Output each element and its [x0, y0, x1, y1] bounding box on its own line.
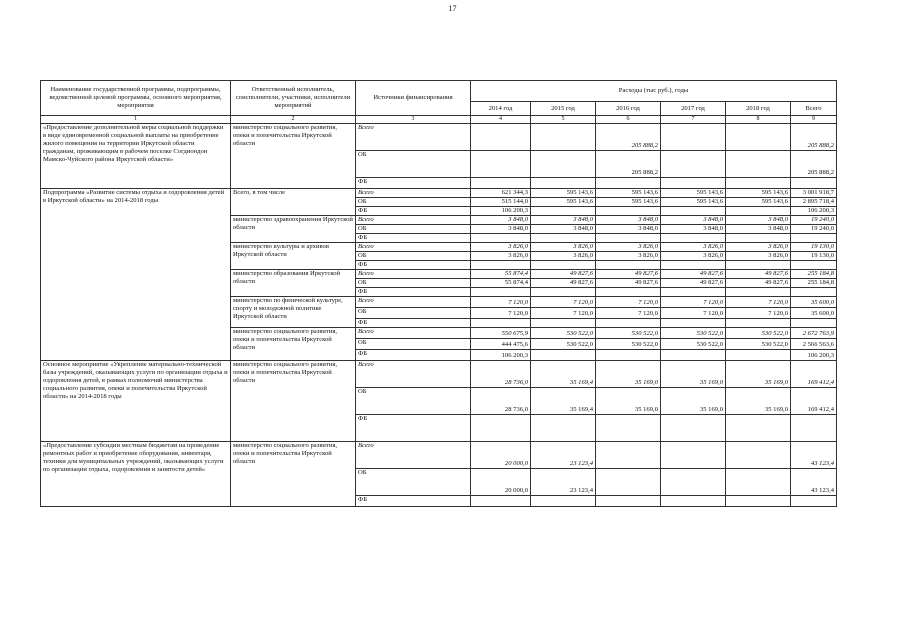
column-index: 1	[41, 116, 231, 124]
value-cell: 530 522,0	[661, 328, 726, 339]
value-cell	[661, 442, 726, 469]
source-fb: ФБ	[356, 319, 471, 328]
value-cell	[596, 442, 661, 469]
value-cell: 28 736,0	[471, 361, 531, 388]
value-cell: 3 848,0	[661, 216, 726, 225]
column-index: 6	[596, 116, 661, 124]
executor: министерство культуры и архивов Иркутской области	[231, 243, 356, 270]
value-cell	[471, 496, 531, 507]
value-cell: 595 143,6	[726, 198, 791, 207]
value-cell: 35 600,0	[791, 308, 837, 319]
value-cell	[596, 469, 661, 496]
value-cell	[726, 469, 791, 496]
value-cell	[596, 415, 661, 442]
value-cell	[726, 207, 791, 216]
value-cell	[791, 319, 837, 328]
source-total: Всего	[356, 124, 471, 151]
value-cell	[726, 415, 791, 442]
value-cell	[596, 207, 661, 216]
value-cell: 595 143,6	[726, 189, 791, 198]
header-source: Источники финансирования	[356, 81, 471, 116]
value-cell: 20 000,0	[471, 469, 531, 496]
source-fb: ФБ	[356, 496, 471, 507]
value-cell: 7 120,0	[531, 297, 596, 308]
source-ob: ОБ	[356, 252, 471, 261]
executor: министерство социального развития, опеки и попечительства Иркутской области	[231, 361, 356, 442]
page-number: 17	[448, 4, 457, 13]
value-cell: 3 826,0	[531, 252, 596, 261]
header-expenses: Расходы (тыс руб.), годы	[471, 81, 837, 102]
value-cell: 595 143,6	[531, 189, 596, 198]
value-cell	[531, 207, 596, 216]
value-cell	[596, 288, 661, 297]
activity-name: Основное мероприятие «Укрепление материально-технической базы учреждений, оказывающих услуги по организации отдыха и оздоровления детей, в рамках полномочий министерства социального развития, опеки и попечительства Иркутской области» на 2014-2018 годы	[41, 361, 231, 442]
value-cell: 106 200,3	[471, 207, 531, 216]
value-cell: 7 120,0	[471, 297, 531, 308]
value-cell: 43 123,4	[791, 469, 837, 496]
value-cell: 621 344,3	[471, 189, 531, 198]
value-cell: 3 826,0	[471, 243, 531, 252]
source-total: Всего	[356, 328, 471, 339]
value-cell	[471, 234, 531, 243]
value-cell: 595 143,6	[661, 189, 726, 198]
value-cell	[661, 151, 726, 178]
value-cell	[791, 496, 837, 507]
value-cell: 3 826,0	[726, 243, 791, 252]
value-cell	[596, 178, 661, 189]
column-index: 5	[531, 116, 596, 124]
value-cell: 2 566 563,6	[791, 339, 837, 350]
value-cell: 2 672 763,9	[791, 328, 837, 339]
value-cell	[471, 178, 531, 189]
value-cell: 205 888,2	[596, 124, 661, 151]
header-year: 2014 год	[471, 102, 531, 116]
value-cell	[726, 350, 791, 361]
source-total: Всего	[356, 270, 471, 279]
source-ob: ОБ	[356, 198, 471, 207]
value-cell: 3 848,0	[661, 225, 726, 234]
value-cell: 19 240,0	[791, 225, 837, 234]
value-cell	[531, 124, 596, 151]
value-cell: 7 120,0	[661, 297, 726, 308]
value-cell: 3 848,0	[531, 216, 596, 225]
value-cell	[661, 261, 726, 270]
value-cell: 20 000,0	[471, 442, 531, 469]
source-ob: ОБ	[356, 308, 471, 319]
value-cell: 35 169,4	[531, 388, 596, 415]
value-cell: 23 123,4	[531, 469, 596, 496]
source-fb: ФБ	[356, 261, 471, 270]
value-cell: 530 522,0	[596, 328, 661, 339]
source-fb: ФБ	[356, 415, 471, 442]
value-cell: 35 169,4	[531, 361, 596, 388]
source-ob: ОБ	[356, 225, 471, 234]
header-name: Наименование государственной программы, подпрограммы, ведомственной целевой программы, основного мероприятия, мероприятия	[41, 81, 231, 116]
value-cell: 49 827,6	[661, 279, 726, 288]
value-cell: 28 736,0	[471, 388, 531, 415]
value-cell: 255 184,8	[791, 270, 837, 279]
value-cell	[531, 261, 596, 270]
value-cell	[661, 415, 726, 442]
value-cell: 3 826,0	[471, 252, 531, 261]
value-cell	[661, 178, 726, 189]
column-index: 7	[661, 116, 726, 124]
value-cell: 35 600,0	[791, 297, 837, 308]
value-cell: 35 169,0	[726, 388, 791, 415]
value-cell: 595 143,6	[661, 198, 726, 207]
value-cell: 19 130,0	[791, 252, 837, 261]
value-cell	[726, 234, 791, 243]
value-cell	[531, 178, 596, 189]
header-executor: Ответственный исполнитель, соисполнители, участники, исполнители мероприятий	[231, 81, 356, 116]
value-cell	[791, 178, 837, 189]
value-cell	[596, 261, 661, 270]
value-cell: 3 848,0	[726, 216, 791, 225]
value-cell: 3 848,0	[531, 225, 596, 234]
value-cell: 7 120,0	[726, 308, 791, 319]
source-total: Всего	[356, 243, 471, 252]
executor-total: Всего, в том числе	[231, 189, 356, 216]
value-cell	[531, 319, 596, 328]
value-cell: 530 522,0	[726, 328, 791, 339]
activity-name: «Предоставление субсидии местным бюджетам на проведение ремонтных работ и приобретение оборудования, инвентаря, техники для муниципальных учреждений, оказывающих услуги по организации отдыха, оздоровления и занятости детей»	[41, 442, 231, 507]
value-cell: 3 848,0	[471, 225, 531, 234]
value-cell	[661, 496, 726, 507]
value-cell: 55 874,4	[471, 270, 531, 279]
value-cell: 169 412,4	[791, 361, 837, 388]
value-cell: 595 143,6	[596, 189, 661, 198]
source-ob: ОБ	[356, 279, 471, 288]
value-cell: 7 120,0	[596, 308, 661, 319]
value-cell	[726, 124, 791, 151]
value-cell: 7 120,0	[531, 308, 596, 319]
value-cell	[596, 319, 661, 328]
value-cell: 23 123,4	[531, 442, 596, 469]
source-total: Всего	[356, 297, 471, 308]
column-index: 4	[471, 116, 531, 124]
source-ob: ОБ	[356, 151, 471, 178]
value-cell	[726, 288, 791, 297]
value-cell	[596, 350, 661, 361]
value-cell	[471, 415, 531, 442]
value-cell: 595 143,6	[531, 198, 596, 207]
value-cell	[791, 415, 837, 442]
value-cell: 3 848,0	[471, 216, 531, 225]
value-cell: 515 144,0	[471, 198, 531, 207]
value-cell	[531, 288, 596, 297]
source-total: Всего	[356, 216, 471, 225]
value-cell	[791, 234, 837, 243]
value-cell: 49 827,6	[726, 279, 791, 288]
header-year: 2016 год	[596, 102, 661, 116]
executor: министерство образования Иркутской области	[231, 270, 356, 297]
value-cell: 7 120,0	[661, 308, 726, 319]
source-ob: ОБ	[356, 469, 471, 496]
header-year: 2018 год	[726, 102, 791, 116]
value-cell: 205 888,2	[596, 151, 661, 178]
source-total: Всего	[356, 361, 471, 388]
source-total: Всего	[356, 189, 471, 198]
value-cell: 2 895 718,4	[791, 198, 837, 207]
value-cell: 169 412,4	[791, 388, 837, 415]
source-ob: ОБ	[356, 339, 471, 350]
column-index: 9	[791, 116, 837, 124]
column-index: 3	[356, 116, 471, 124]
value-cell: 3 826,0	[726, 252, 791, 261]
value-cell: 3 848,0	[596, 216, 661, 225]
column-index: 8	[726, 116, 791, 124]
value-cell	[726, 496, 791, 507]
value-cell: 7 120,0	[596, 297, 661, 308]
value-cell: 43 123,4	[791, 442, 837, 469]
column-index: 2	[231, 116, 356, 124]
value-cell	[726, 319, 791, 328]
value-cell	[726, 151, 791, 178]
source-fb: ФБ	[356, 178, 471, 189]
executor: министерство здравоохранения Иркутской области	[231, 216, 356, 243]
value-cell: 7 120,0	[726, 297, 791, 308]
value-cell: 3 826,0	[596, 252, 661, 261]
value-cell	[531, 415, 596, 442]
value-cell: 19 130,0	[791, 243, 837, 252]
value-cell: 49 827,6	[531, 270, 596, 279]
value-cell: 530 522,0	[596, 339, 661, 350]
value-cell: 530 522,0	[531, 339, 596, 350]
executor: министерство по физической культуре, спорту и молодежной политике Иркутской области	[231, 297, 356, 328]
budget-table	[40, 80, 837, 507]
value-cell: 35 169,0	[661, 388, 726, 415]
value-cell: 19 240,0	[791, 216, 837, 225]
value-cell	[791, 261, 837, 270]
value-cell	[596, 234, 661, 243]
value-cell: 7 120,0	[471, 308, 531, 319]
executor: министерство социального развития, опеки и попечительства Иркутской области	[231, 328, 356, 361]
value-cell: 595 143,6	[596, 198, 661, 207]
source-total: Всего	[356, 442, 471, 469]
value-cell	[531, 234, 596, 243]
program-name: «Предоставление дополнительной меры социальной поддержки в виде единовременной социальной выплаты на приобретение жилого помещения на территории Иркутской области гражданам, проживающим в рабочем поселке Согдиондон Мамско-Чуйского района Иркутской области»	[41, 124, 231, 189]
value-cell	[531, 496, 596, 507]
source-fb: ФБ	[356, 288, 471, 297]
value-cell	[661, 288, 726, 297]
value-cell: 49 827,6	[726, 270, 791, 279]
value-cell: 35 169,0	[726, 361, 791, 388]
value-cell: 3 826,0	[661, 252, 726, 261]
value-cell	[471, 151, 531, 178]
value-cell: 3 001 918,7	[791, 189, 837, 198]
source-fb: ФБ	[356, 207, 471, 216]
value-cell: 49 827,6	[596, 270, 661, 279]
value-cell	[471, 261, 531, 270]
executor: министерство социального развития, опеки и попечительства Иркутской области	[231, 124, 356, 189]
source-fb: ФБ	[356, 234, 471, 243]
value-cell: 55 874,4	[471, 279, 531, 288]
value-cell	[726, 261, 791, 270]
source-fb: ФБ	[356, 350, 471, 361]
value-cell	[661, 319, 726, 328]
value-cell: 205 888,2	[791, 151, 837, 178]
value-cell	[791, 288, 837, 297]
value-cell	[661, 469, 726, 496]
value-cell	[726, 178, 791, 189]
value-cell: 49 827,6	[531, 279, 596, 288]
value-cell	[531, 151, 596, 178]
value-cell: 3 848,0	[596, 225, 661, 234]
subprogram-name: Подпрограмма «Развитие системы отдыха и оздоровления детей в Иркутской области» на 2014-2018 годы	[41, 189, 231, 361]
value-cell: 49 827,6	[661, 270, 726, 279]
value-cell: 205 888,2	[791, 124, 837, 151]
value-cell	[661, 124, 726, 151]
value-cell: 3 826,0	[596, 243, 661, 252]
value-cell: 49 827,6	[596, 279, 661, 288]
source-ob: ОБ	[356, 388, 471, 415]
header-year: 2015 год	[531, 102, 596, 116]
value-cell	[661, 234, 726, 243]
value-cell: 35 169,0	[596, 388, 661, 415]
value-cell: 550 675,9	[471, 328, 531, 339]
value-cell: 530 522,0	[531, 328, 596, 339]
header-year: 2017 год	[661, 102, 726, 116]
value-cell	[531, 350, 596, 361]
value-cell: 3 826,0	[661, 243, 726, 252]
value-cell: 3 848,0	[726, 225, 791, 234]
value-cell: 106 200,3	[791, 350, 837, 361]
value-cell	[726, 442, 791, 469]
value-cell	[471, 319, 531, 328]
value-cell: 3 826,0	[531, 243, 596, 252]
value-cell: 530 522,0	[726, 339, 791, 350]
value-cell: 106 200,3	[471, 350, 531, 361]
value-cell	[661, 350, 726, 361]
executor: министерство социального развития, опеки и попечительства Иркутской области	[231, 442, 356, 507]
value-cell: 255 184,8	[791, 279, 837, 288]
value-cell	[596, 496, 661, 507]
value-cell	[471, 288, 531, 297]
value-cell	[471, 124, 531, 151]
value-cell: 35 169,0	[661, 361, 726, 388]
value-cell: 106 200,3	[791, 207, 837, 216]
value-cell: 444 475,6	[471, 339, 531, 350]
header-year-total: Всего	[791, 102, 837, 116]
value-cell: 35 169,0	[596, 361, 661, 388]
value-cell	[661, 207, 726, 216]
value-cell: 530 522,0	[661, 339, 726, 350]
